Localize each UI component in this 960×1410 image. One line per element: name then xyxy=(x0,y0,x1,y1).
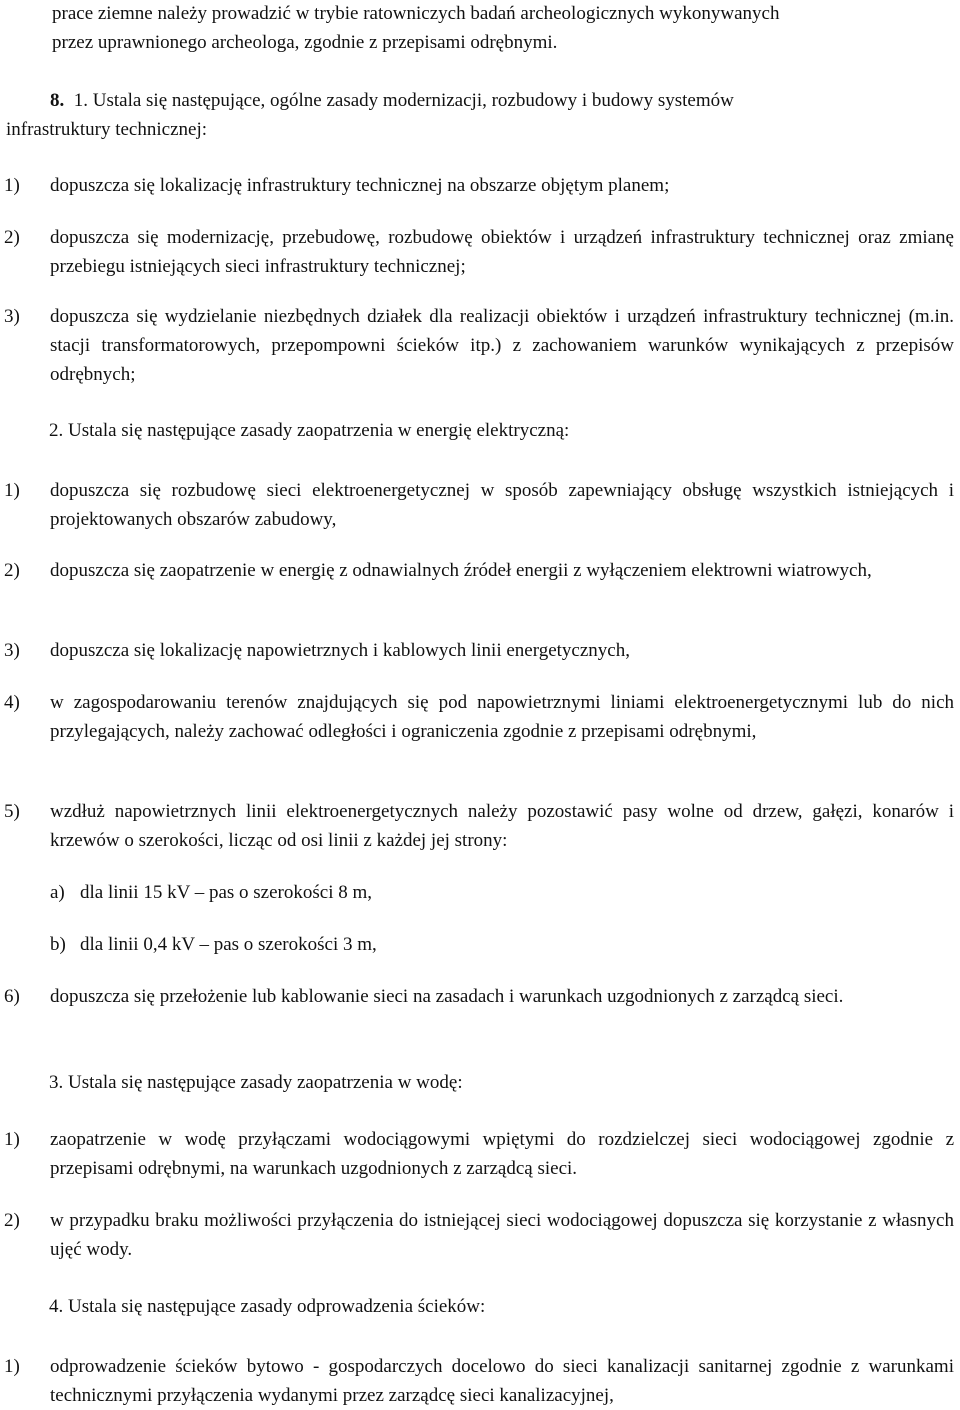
list-item-number: 2) xyxy=(4,227,20,248)
intro-line-1: prace ziemne należy prowadzić w trybie ratowniczych badań archeologicznych wykonywanych xyxy=(52,3,780,24)
list-item xyxy=(4,223,954,281)
list-item-text: dopuszcza się wydzielanie niezbędnych działek dla realizacji obiektów i urządzeń infrastruktury technicznej (m.in. stacji transformatorowych, przepompowni ścieków itp.) z zachowaniem warunków wynikających z przepisów odrębnych; xyxy=(50,306,954,385)
section-8-1-line-2: infrastruktury technicznej: xyxy=(6,119,208,140)
list-item-number: 3) xyxy=(4,306,20,327)
list-item-text: zaopatrzenie w wodę przyłączami wodociągowymi wpiętymi do rozdzielczej sieci wodociągowej zgodnie z przepisami odrębnymi, na warunkach uzgodnionych z zarządcą sieci. xyxy=(50,1129,954,1179)
list-item xyxy=(4,1352,954,1410)
list-item-text: dopuszcza się rozbudowę sieci elektroenergetycznej w sposób zapewniający obsługę wszystkich istniejących i projektowanych obszarów zabudowy, xyxy=(50,480,954,530)
list-item-number: 2) xyxy=(4,1210,20,1231)
section-8-1-heading xyxy=(6,86,954,144)
section-number: 8. xyxy=(50,90,65,111)
list-item-number: 6) xyxy=(4,986,20,1007)
list-item-number: 1) xyxy=(4,480,20,501)
list-item-number: 2) xyxy=(4,560,20,581)
list-item xyxy=(4,1206,954,1264)
list-item-number: 1) xyxy=(4,175,20,196)
list-item xyxy=(4,556,954,585)
sub-item-letter: a) xyxy=(50,882,65,903)
intro-line-2: przez uprawnionego archeologa, zgodnie z przepisami odrębnymi. xyxy=(52,32,558,53)
sub-item xyxy=(50,930,950,959)
list-item-number: 4) xyxy=(4,692,20,713)
list-item-text: dopuszcza się modernizację, przebudowę, rozbudowę obiektów i urządzeń infrastruktury technicznej oraz zmianę przebiegu istniejących sieci infrastruktury technicznej; xyxy=(50,227,954,277)
list-item-text: dopuszcza się lokalizację infrastruktury technicznej na obszarze objętym planem; xyxy=(50,175,670,196)
sub-item-text: dla linii 15 kV – pas o szerokości 8 m, xyxy=(80,882,373,903)
list-item xyxy=(4,688,954,746)
sub-item xyxy=(50,878,950,907)
section-2-heading: 2. Ustala się następujące zasady zaopatrzenia w energię elektryczną: xyxy=(49,420,570,441)
list-item-number: 5) xyxy=(4,801,20,822)
section-8-1-line-1: 1. Ustala się następujące, ogólne zasady modernizacji, rozbudowy i budowy systemów xyxy=(73,90,734,111)
list-item xyxy=(4,171,954,200)
list-item-text: w przypadku braku możliwości przyłączenia do istniejącej sieci wodociągowej dopuszcza się korzystanie z własnych ujęć wody. xyxy=(50,1210,954,1260)
list-item-text: wzdłuż napowietrznych linii elektroenergetycznych należy pozostawić pasy wolne od drzew, gałęzi, konarów i krzewów o szerokości, licząc od osi linii z każdej jej strony: xyxy=(50,801,954,851)
list-item-text: dopuszcza się lokalizację napowietrznych i kablowych linii energetycznych, xyxy=(50,640,630,661)
list-item xyxy=(4,476,954,534)
list-item xyxy=(4,982,954,1011)
list-item-text: odprowadzenie ścieków bytowo - gospodarczych docelowo do sieci kanalizacji sanitarnej zgodnie z warunkami technicznymi przyłączenia wydanymi przez zarządcę sieci kanalizacyjnej, xyxy=(50,1356,954,1406)
list-item-text: dopuszcza się zaopatrzenie w energię z odnawialnych źródeł energii z wyłączeniem elektrowni wiatrowych, xyxy=(50,560,872,581)
section-4-heading: 4. Ustala się następujące zasady odprowadzenia ścieków: xyxy=(49,1296,486,1317)
intro-paragraph xyxy=(52,0,952,57)
list-item-number: 1) xyxy=(4,1129,20,1150)
list-item-number: 1) xyxy=(4,1356,20,1377)
list-item-text: dopuszcza się przełożenie lub kablowanie sieci na zasadach i warunkach uzgodnionych z zarządcą sieci. xyxy=(50,986,844,1007)
list-item-number: 3) xyxy=(4,640,20,661)
list-item xyxy=(4,636,954,665)
sub-item-text: dla linii 0,4 kV – pas o szerokości 3 m, xyxy=(80,934,377,955)
list-item xyxy=(4,302,954,389)
list-item xyxy=(4,797,954,855)
sub-item-letter: b) xyxy=(50,934,66,955)
list-item-text: w zagospodarowaniu terenów znajdujących się pod napowietrznymi liniami elektroenergetycznymi lub do nich przylegających, należy zachować odległości i ograniczenia zgodnie z przepisami odrębnymi, xyxy=(50,692,954,742)
section-3-heading: 3. Ustala się następujące zasady zaopatrzenia w wodę: xyxy=(49,1072,463,1093)
list-item xyxy=(4,1125,954,1183)
